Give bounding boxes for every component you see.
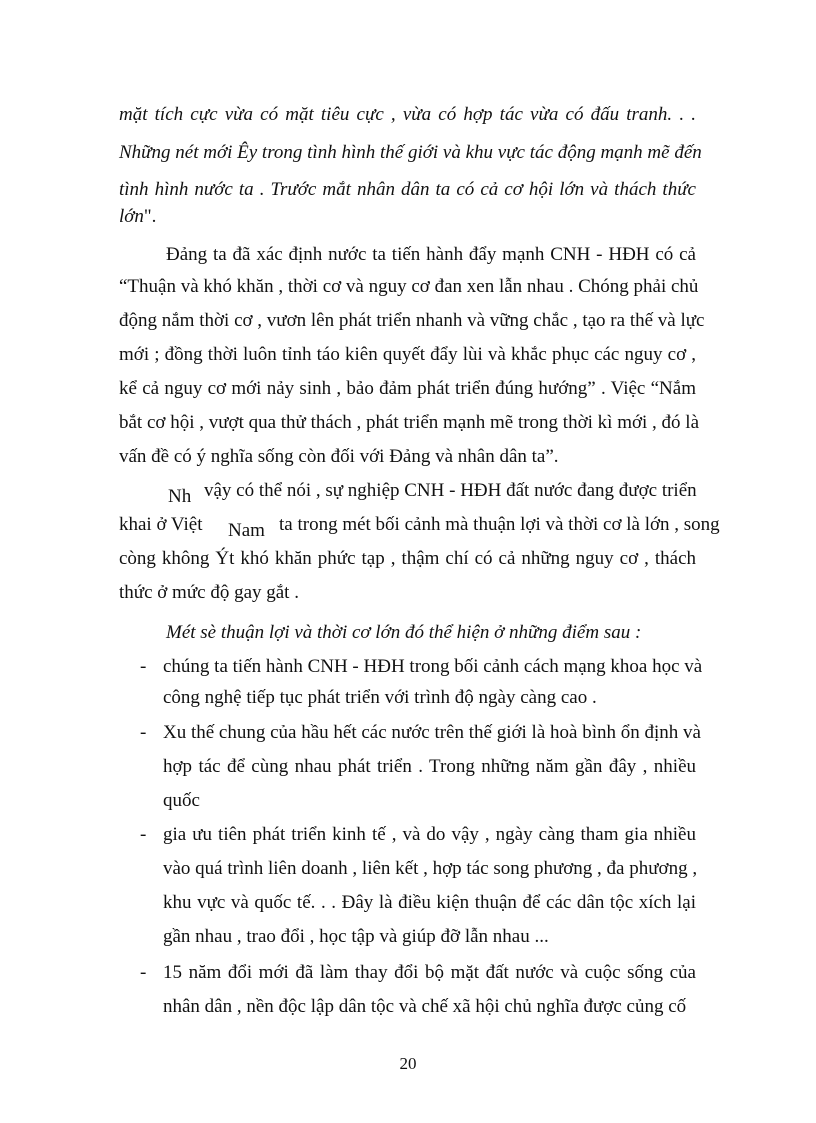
bullet-4-line-1: 15 năm đổi mới đã làm thay đổi bộ mặt đất nước và cuộc sống của [163,962,696,983]
bullet-3-line-4: gần nhau , trao đổi , học tập và giúp đỡ lẫn nhau ... [163,926,549,947]
page-number: 20 [399,1054,417,1073]
quote-line-3: tình hình nước ta . Trước mắt nhân dân ta có cả cơ hội lớn và thách thức [119,179,696,200]
bullet-3-line-1: gia ưu tiên phát triển kinh tế , và do vậy , ngày càng tham gia nhiều [163,824,696,845]
para1-line-7: vấn đề có ý nghĩa sống còn đối với Đảng và nhân dân ta”. [119,446,559,467]
para1-line-6: bắt cơ hội , vượt qua thử thách , phát triển mạnh mẽ trong thời kì mới , đó là [119,412,700,433]
quote-line-1: mặt tích cực vừa có mặt tiêu cực , vừa có hợp tác vừa có đấu tranh. . . [119,104,696,125]
bullet-3-line-3: khu vực và quốc tế. . . Đây là điều kiện thuận để các dân tộc xích lại [163,892,696,913]
quote-line-2: Những nét mới Êy trong tình hình thế giới và khu vực tác động mạnh mẽ đến [119,142,702,163]
bullet-2-line-1: Xu thế chung của hầu hết các nước trên thế giới là hoà bình ổn định và [163,722,701,743]
bullet-3-line-2: vào quá trình liên doanh , liên kết , hợp tác song phương , đa phương , [163,858,698,879]
para2-line-4: thức ở mức độ gay gắt . [119,582,299,603]
quote-close-mark: ". [143,206,157,227]
para2-line-2b: ta trong mét bối cảnh mà thuận lợi và thời cơ là lớn , song [279,514,720,535]
bullet-2-line-2: hợp tác để cùng nhau phát triển . Trong những năm gần đây , nhiều [163,756,696,777]
para2-line-3: còng không Ýt khó khăn phức tạp , thậm chí có cả những nguy cơ , thách [119,548,696,569]
quote-line-4 [119,205,156,229]
para1-line-2: “Thuận và khó khăn , thời cơ và nguy cơ đan xen lẫn nhau . Chóng phải chủ [119,276,699,297]
para2-nam-fragment: Nam [228,520,265,541]
para1-line-4: mới ; đồng thời luôn tỉnh táo kiên quyết đẩy lùi và khắc phục các nguy cơ , [119,344,696,365]
bullet-marker-1: - [140,656,147,677]
points-intro: Mét sè thuận lợi và thời cơ lớn đó thể hiện ở những điểm sau : [166,622,642,643]
bullet-1-line-2: công nghệ tiếp tục phát triển với trình độ ngày càng cao . [163,687,597,708]
para1-line-3: động nắm thời cơ , vươn lên phát triển nhanh và vững chắc , tạo ra thế và lực [119,310,705,331]
bullet-2-line-3: quốc [163,790,200,811]
bullet-marker-2: - [140,722,147,743]
para2-line-1: vậy có thể nói , sự nghiệp CNH - HĐH đất nước đang được triển [204,480,697,501]
bullet-marker-4: - [140,962,147,983]
para2-line-2a: khai ở Việt [119,514,203,535]
quote-end-word: lớn [119,206,144,227]
bullet-4-line-2: nhân dân , nền độc lập dân tộc và chế xã hội chủ nghĩa được củng cố [163,996,687,1017]
para1-line-1: Đảng ta đã xác định nước ta tiến hành đẩy mạnh CNH - HĐH có cả [166,244,696,265]
bullet-marker-3: - [140,824,147,845]
bullet-1-line-1: chúng ta tiến hành CNH - HĐH trong bối cảnh cách mạng khoa học và [163,656,703,677]
para2-nh-fragment: Nh [168,486,192,507]
para1-line-5: kể cả nguy cơ mới nảy sinh , bảo đảm phát triển đúng hướng” . Việc “Nắm [119,378,696,399]
